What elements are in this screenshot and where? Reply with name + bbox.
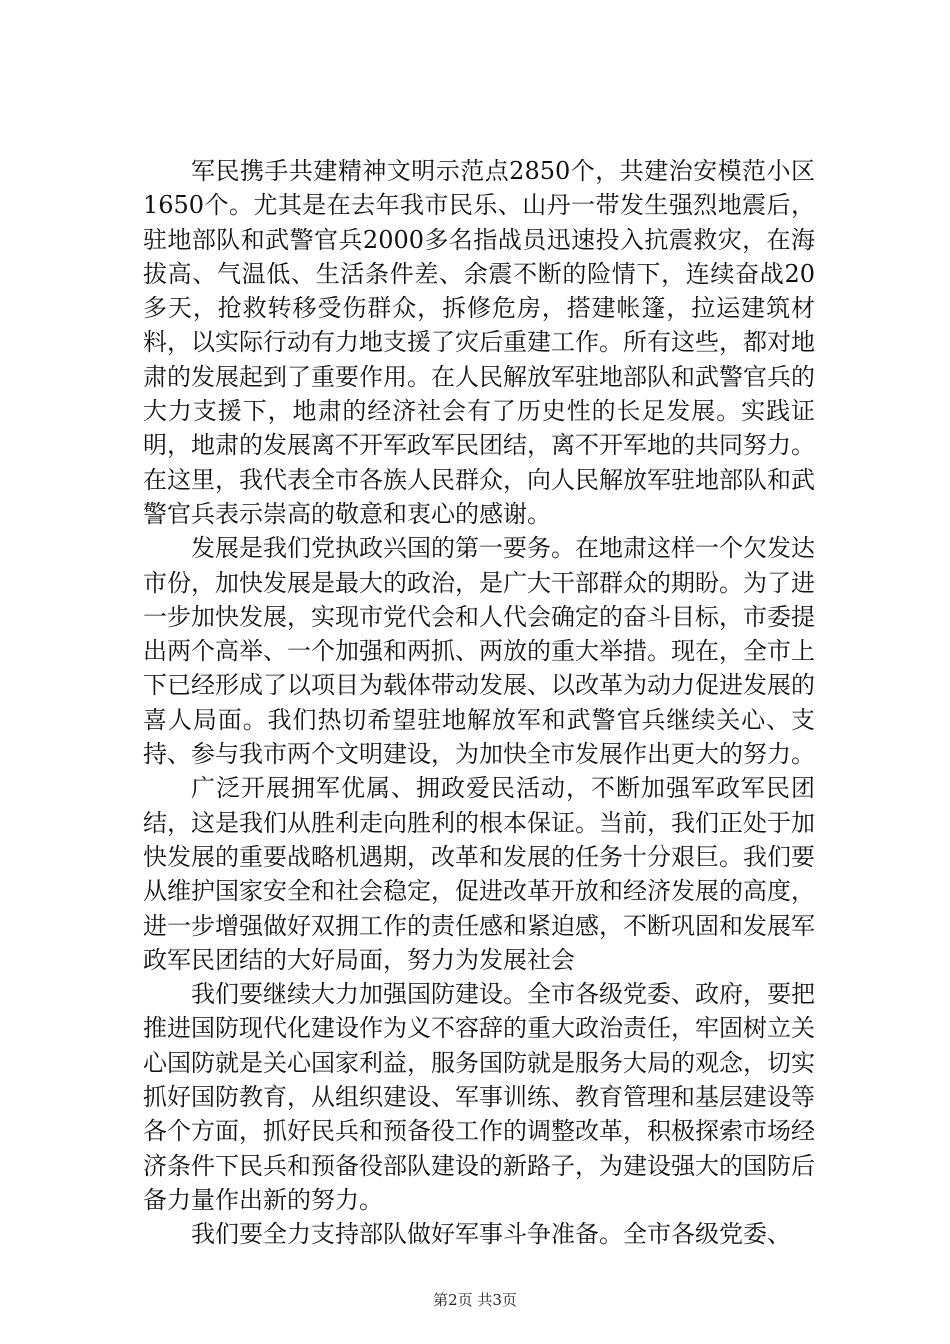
paragraph-2: 发展是我们党执政兴国的第一要务。在地肃这样一个欠发达市份，加快发展是最大的政治，是广大干部群众的期盼。为了进一步加快发展，实现市党代会和人代会确定的奋斗目标，市委提出两个高举、一个加强和两抓、两放的重大举措。现在，全市上下已经形成了以项目为载体带动发展、以改革为动力促进发展的喜人局面。我们热切希望驻地解放军和武警官兵继续关心、支持、参与我市两个文明建设，为加快全市发展作出更大的努力。 (143, 534, 815, 769)
paragraph-4: 我们要继续大力加强国防建设。全市各级党委、政府，要把推进国防现代化建设作为义不容辞的重大政治责任，牢固树立关心国防就是关心国家利益，服务国防就是服务大局的观念，切实抓好国防教育，从组织建设、军事训练、教育管理和基层建设等各个方面，抓好民兵和预备役工作的调整改革，积极探索市场经济条件下民兵和预备役部队建设的新路子，为建设强大的国防后备力量作出新的努力。 (143, 980, 815, 1214)
page-footer: 第2页 共3页 (433, 1291, 517, 1309)
document-body (143, 154, 815, 1252)
paragraph-5: 我们要全力支持部队做好军事斗争准备。全市各级党委、 (191, 1220, 791, 1249)
paragraph-3: 广泛开展拥军优属、拥政爱民活动，不断加强军政军民团结，这是我们从胜利走向胜利的根本保证。当前，我们正处于加快发展的重要战略机遇期，改革和发展的任务十分艰巨。我们要从维护国家安全和社会稳定，促进改革开放和经济发展的高度，进一步增强做好双拥工作的责任感和紧迫感，不断巩固和发展军政军民团结的大好局面，努力为发展社会 (143, 774, 815, 974)
paragraph-1: 军民携手共建精神文明示范点2850个，共建治安模范小区1650个。尤其是在去年我市民乐、山丹一带发生强烈地震后，驻地部队和武警官兵2000多名指战员迅速投入抗震救灾，在海拔高、气温低、生活条件差、余震不断的险情下，连续奋战20多天，抢救转移受伤群众，拆修危房，搭建帐篷，拉运建筑材料，以实际行动有力地支援了灾后重建工作。所有这些，都对地肃的发展起到了重要作用。在人民解放军驻地部队和武警官兵的大力支援下，地肃的经济社会有了历史性的长足发展。实践证明，地肃的发展离不开军政军民团结，离不开军地的共同努力。在这里，我代表全市各族人民群众，向人民解放军驻地部队和武警官兵表示崇高的敬意和衷心的感谢。 (143, 157, 815, 528)
